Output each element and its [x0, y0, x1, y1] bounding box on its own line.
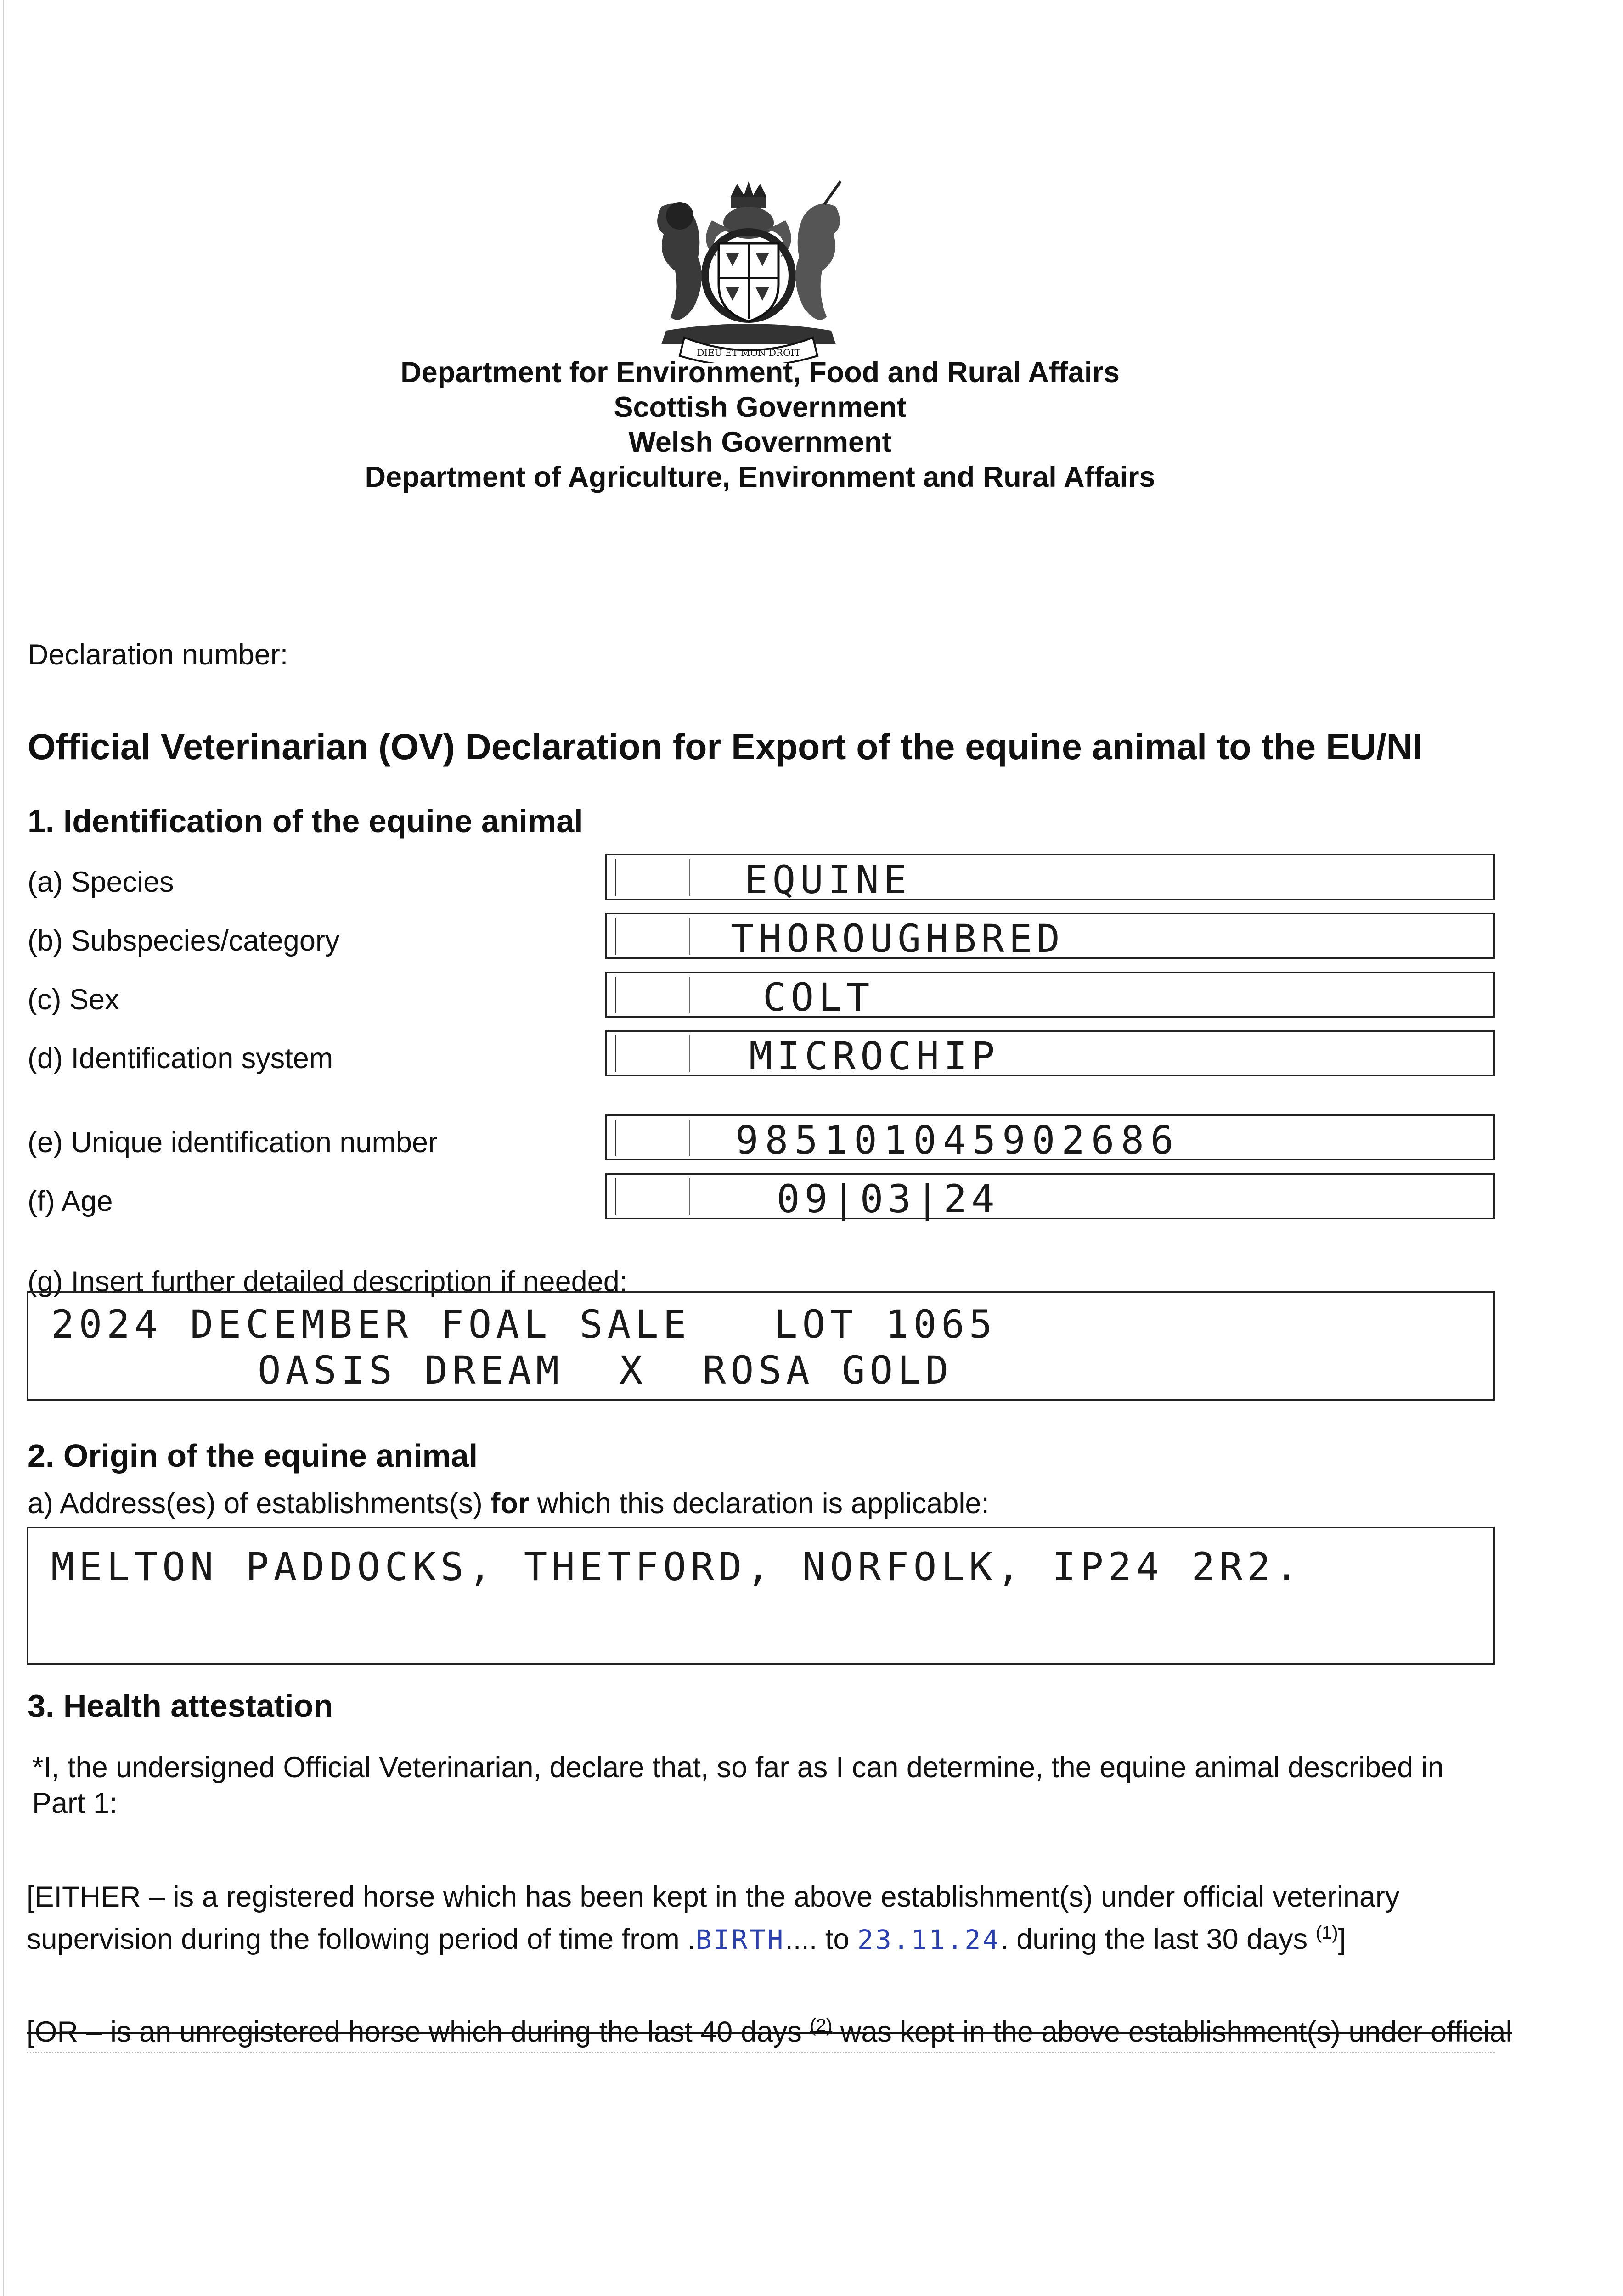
either-from-value: BIRTH	[695, 1924, 785, 1955]
page-cut-line	[27, 2052, 1495, 2060]
unique-id-field[interactable]	[605, 1114, 1495, 1163]
either-to-value: 23.11.24	[857, 1924, 1001, 1955]
age-value: 09|03|24	[777, 1176, 999, 1221]
declaration-number-label: Declaration number:	[28, 639, 288, 671]
or-clause-struck: [OR – is an unregistered horse which during the last 40 days $^{(2)}$ was kept in the above establishment(s) under official	[27, 2015, 1512, 2048]
further-description-label: (g) Insert further detailed description if needed:	[28, 1266, 628, 1298]
unique-id-label: (e) Unique identification number	[28, 1126, 438, 1159]
header-dept-daera: Department of Agriculture, Environment and Rural Affairs	[365, 461, 1155, 493]
page-title: Official Veterinarian (OV) Declaration for Export of the equine animal to the EU/NI	[28, 726, 1423, 767]
address-value: MELTON PADDOCKS, THETFORD, NORFOLK, IP24 2R2.	[51, 1544, 1303, 1589]
sex-value: COLT	[763, 975, 874, 1020]
page-edge	[3, 0, 4, 2296]
id-system-value: MICROCHIP	[749, 1034, 1000, 1079]
header-dept-welsh: Welsh Government	[628, 426, 892, 458]
species-field[interactable]	[605, 854, 1495, 900]
unique-id-value: 985101045902686	[735, 1118, 1180, 1163]
either-clause-line2: supervision during the following period of time from .BIRTH.... to 23.11.24. during the last 30 days $^{(1)}$]	[27, 1923, 1347, 1955]
address-label: a) Address(es) of establishments(s) for which this declaration is applicable:	[28, 1487, 989, 1519]
crest-motto: DIEU ET MON DROIT	[697, 347, 800, 358]
royal-coat-of-arms-icon	[643, 179, 854, 363]
subspecies-field[interactable]	[605, 913, 1495, 959]
further-description-line2: OASIS DREAM X ROSA GOLD	[258, 1348, 953, 1393]
section3-heading: 3. Health attestation	[28, 1688, 333, 1724]
sex-field[interactable]	[605, 972, 1495, 1018]
header-dept-scottish: Scottish Government	[614, 391, 907, 423]
further-description-line1: 2024 DECEMBER FOAL SALE LOT 1065	[51, 1302, 997, 1347]
subspecies-label: (b) Subspecies/category	[28, 925, 340, 957]
age-field[interactable]	[605, 1173, 1495, 1219]
header-dept-defra: Department for Environment, Food and Rural Affairs	[400, 356, 1120, 388]
either-clause-line1: [EITHER – is a registered horse which has been kept in the above establishment(s) under official veterinary	[27, 1881, 1400, 1913]
age-label: (f) Age	[28, 1185, 113, 1217]
species-label: (a) Species	[28, 866, 174, 898]
section1-heading: 1. Identification of the equine animal	[28, 803, 583, 839]
health-attestation-intro: *I, the undersigned Official Veterinarian, declare that, so far as I can determine, the equine animal described in Part 1:	[32, 1751, 1444, 1819]
further-description-field[interactable]	[27, 1291, 1495, 1401]
id-system-field[interactable]	[605, 1030, 1495, 1079]
subspecies-value: THOROUGHBRED	[731, 916, 1065, 961]
sex-label: (c) Sex	[28, 984, 119, 1016]
id-system-label: (d) Identification system	[28, 1042, 333, 1075]
species-value: EQUINE	[744, 857, 912, 902]
section2-heading: 2. Origin of the equine animal	[28, 1438, 478, 1474]
address-field[interactable]	[27, 1527, 1495, 1665]
